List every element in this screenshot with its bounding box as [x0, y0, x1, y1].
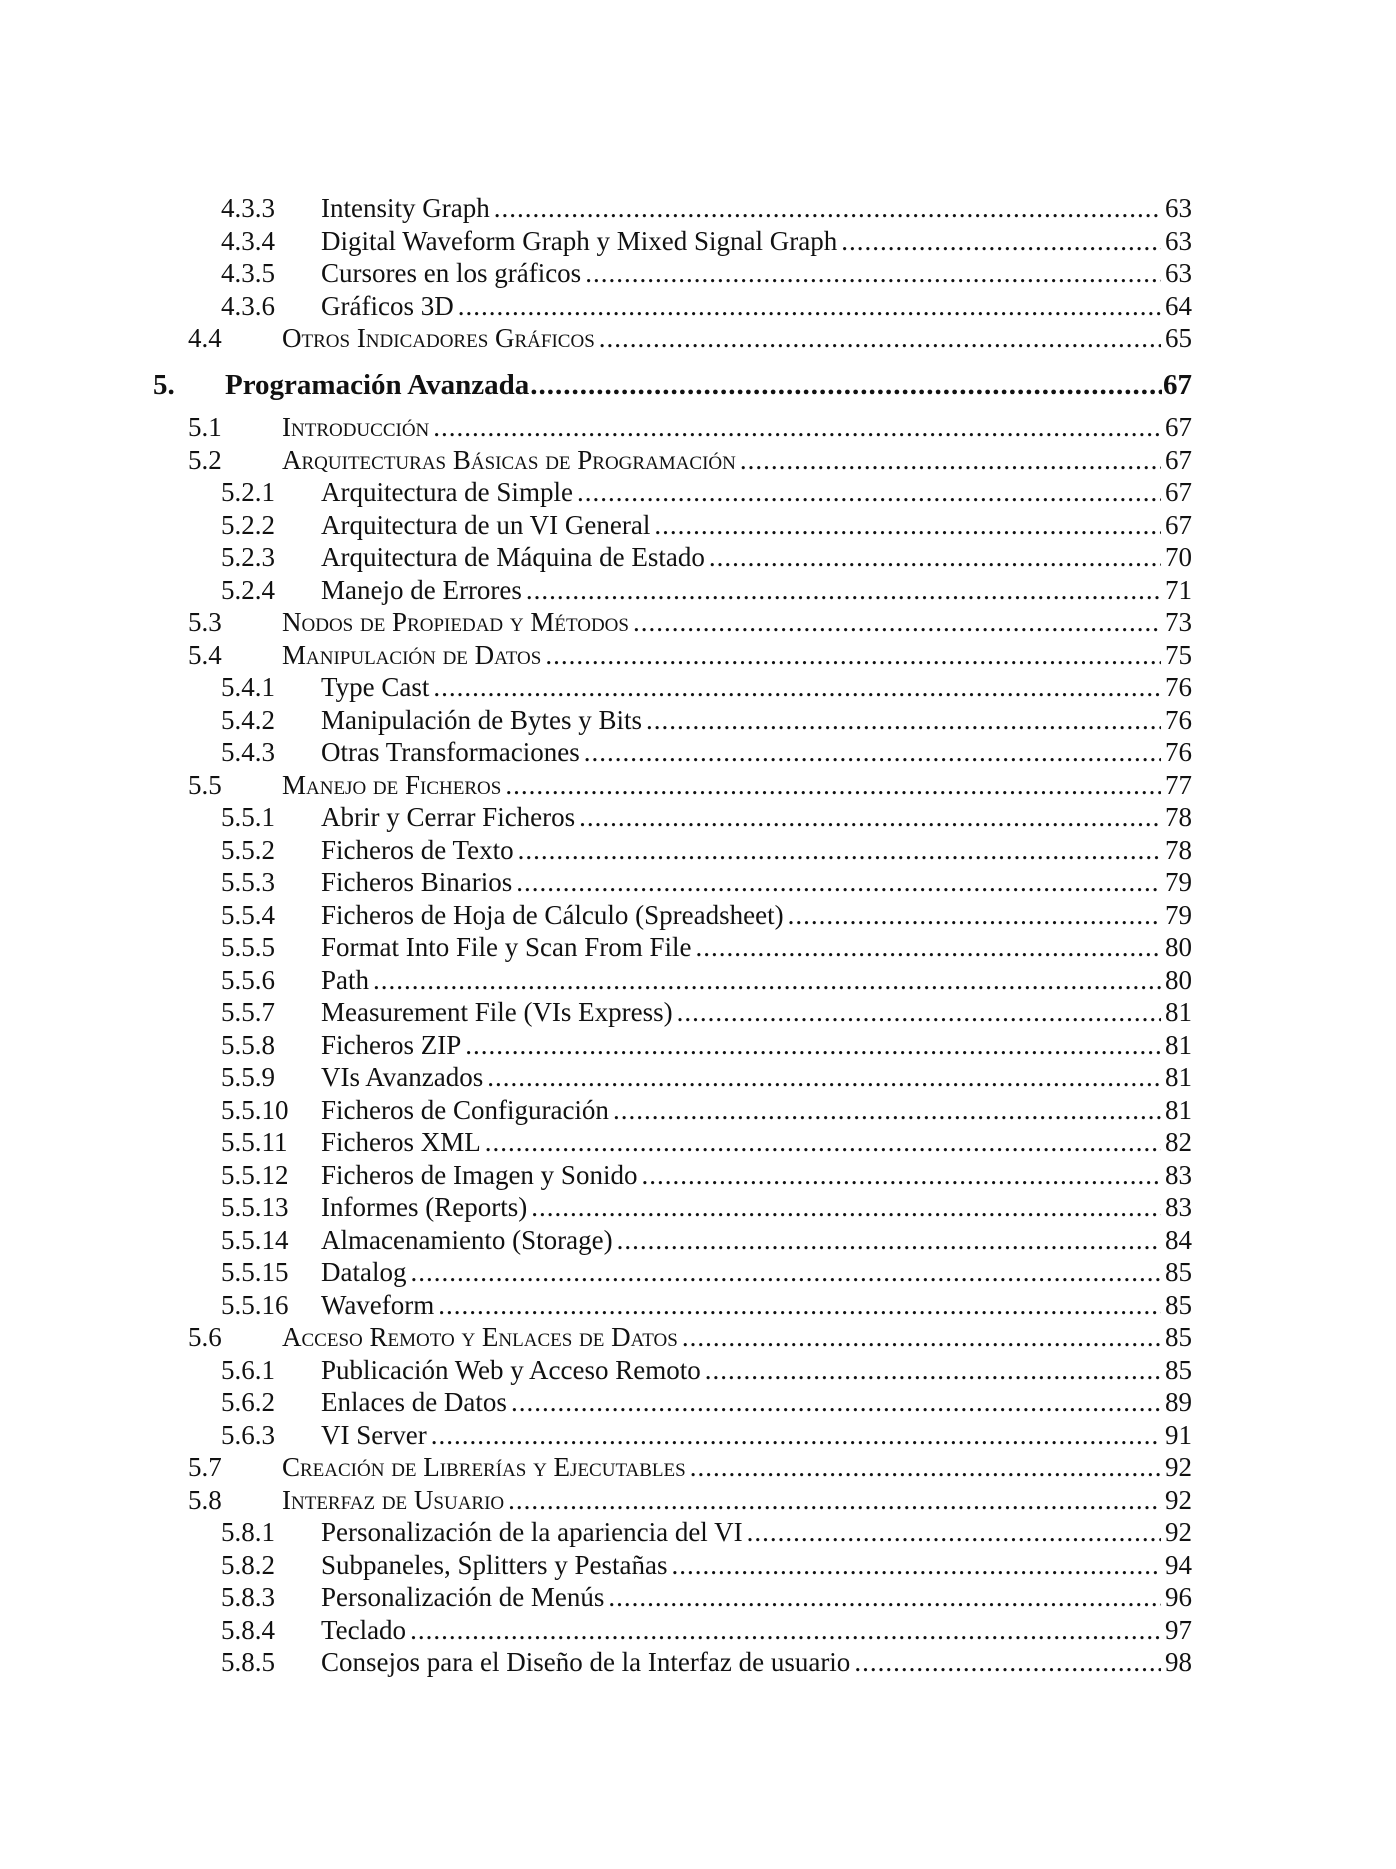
page-number: 98	[1165, 1647, 1192, 1677]
dot-leader	[438, 1290, 1161, 1320]
toc-entry[interactable]	[221, 193, 1192, 225]
section-number: 4.3.4	[221, 225, 275, 256]
section-title: Manejo de Errores	[321, 574, 522, 605]
section-number: 5.5.12	[221, 1159, 289, 1190]
section-number: 5.	[153, 368, 175, 401]
section-number: 5.5.5	[221, 932, 275, 962]
section-title: Interfaz de Usuario	[282, 1484, 505, 1515]
toc-entry[interactable]	[221, 1387, 1192, 1419]
toc-entry[interactable]	[221, 542, 1192, 574]
section-number: 5.4	[188, 639, 222, 670]
section-title: VIs Avanzados	[321, 1062, 484, 1092]
page-number: 92	[1165, 1517, 1192, 1547]
section-title: Enlaces de Datos	[321, 1387, 507, 1417]
page-number: 81	[1165, 997, 1192, 1027]
toc-entry[interactable]	[188, 607, 1192, 639]
page-number: 67	[1165, 477, 1192, 507]
section-number: 5.8.2	[221, 1549, 275, 1580]
section-title: Arquitectura de un VI General	[321, 509, 651, 540]
section-number: 5.1	[188, 412, 222, 442]
dot-leader	[585, 258, 1161, 288]
section-number: 4.3.5	[221, 258, 275, 288]
section-title: Waveform	[321, 1289, 435, 1320]
dot-leader	[494, 193, 1161, 223]
section-title: Abrir y Cerrar Ficheros	[321, 802, 576, 832]
dot-leader	[518, 835, 1161, 865]
section-title: Otros Indicadores Gráficos	[282, 323, 595, 353]
page-number: 85	[1165, 1322, 1192, 1352]
toc-entry[interactable]	[221, 291, 1192, 323]
page-number: 67	[1165, 509, 1192, 540]
toc-entry[interactable]	[221, 965, 1192, 997]
section-number: 5.5	[188, 769, 222, 800]
dot-leader	[709, 542, 1161, 572]
section-title: Consejos para el Diseño de la Interfaz de usuario	[321, 1647, 851, 1677]
section-number: 5.2.3	[221, 542, 275, 572]
section-title: Ficheros de Configuración	[321, 1094, 609, 1125]
section-number: 5.3	[188, 607, 222, 637]
section-number: 5.5.16	[221, 1289, 289, 1320]
toc-entry[interactable]	[188, 412, 1192, 444]
dot-leader	[458, 291, 1161, 321]
section-title: Type Cast	[321, 672, 430, 702]
page-number: 85	[1165, 1354, 1192, 1385]
section-number: 5.5.2	[221, 834, 275, 865]
dot-leader	[613, 1095, 1161, 1125]
page-number: 63	[1165, 258, 1192, 288]
section-number: 5.4.3	[221, 737, 275, 767]
section-title: Intensity Graph	[321, 193, 490, 223]
toc-entry[interactable]	[221, 1030, 1192, 1062]
section-title: Introducción	[282, 412, 430, 442]
page-number: 67	[1165, 412, 1192, 442]
dot-leader	[487, 1062, 1161, 1092]
dot-leader	[516, 867, 1161, 897]
section-number: 5.5.6	[221, 964, 275, 995]
dot-leader	[526, 575, 1161, 605]
section-number: 5.4.2	[221, 704, 275, 735]
dot-leader	[690, 1452, 1161, 1482]
toc-entry[interactable]	[221, 1615, 1192, 1647]
section-number: 5.2.4	[221, 574, 275, 605]
section-number: 5.8.1	[221, 1517, 275, 1547]
dot-leader	[485, 1127, 1161, 1157]
section-number: 5.2	[188, 444, 222, 475]
section-number: 5.5.3	[221, 867, 275, 897]
page-number: 92	[1165, 1484, 1192, 1515]
dot-leader	[747, 1517, 1161, 1547]
toc-entry[interactable]	[221, 672, 1192, 704]
section-title: Digital Waveform Graph y Mixed Signal Graph	[321, 225, 838, 256]
section-title: Teclado	[321, 1614, 407, 1645]
toc-entry[interactable]	[221, 1095, 1192, 1127]
page-number: 85	[1165, 1289, 1192, 1320]
toc-entry[interactable]	[221, 1225, 1192, 1257]
toc-entry[interactable]	[188, 770, 1192, 802]
section-title: Personalización de la apariencia del VI	[321, 1517, 743, 1547]
section-title: Manejo de Ficheros	[282, 769, 502, 800]
page-number: 75	[1165, 639, 1192, 670]
toc-entry[interactable]	[221, 737, 1192, 769]
toc-entry[interactable]	[221, 1582, 1192, 1614]
dot-leader	[854, 1647, 1161, 1677]
section-number: 5.5.9	[221, 1062, 275, 1092]
section-number: 5.5.7	[221, 997, 275, 1027]
section-title: Ficheros ZIP	[321, 1029, 462, 1060]
page-number: 71	[1165, 574, 1192, 605]
section-number: 5.8.4	[221, 1614, 275, 1645]
page-number: 96	[1165, 1582, 1192, 1612]
dot-leader	[682, 1322, 1161, 1352]
section-number: 5.5.1	[221, 802, 275, 832]
section-number: 5.6.1	[221, 1354, 275, 1385]
page-number: 83	[1165, 1159, 1192, 1190]
toc-entry[interactable]	[221, 1257, 1192, 1289]
toc-entry[interactable]	[221, 997, 1192, 1029]
section-title: Subpaneles, Splitters y Pestañas	[321, 1549, 668, 1580]
page-number: 83	[1165, 1192, 1192, 1222]
page-number: 67	[1165, 444, 1192, 475]
dot-leader	[465, 1030, 1161, 1060]
toc-entry[interactable]	[188, 1485, 1192, 1517]
toc-entry[interactable]	[221, 802, 1192, 834]
section-title: Arquitectura de Simple	[321, 477, 573, 507]
dot-leader	[545, 640, 1161, 670]
page-number: 70	[1165, 542, 1192, 572]
dot-leader	[671, 1550, 1161, 1580]
page-number: 80	[1165, 932, 1192, 962]
section-title: VI Server	[321, 1419, 427, 1450]
toc-entry[interactable]	[188, 323, 1192, 355]
dot-leader	[433, 412, 1161, 442]
page-number: 81	[1165, 1029, 1192, 1060]
page-number: 67	[1163, 368, 1192, 401]
dot-leader	[530, 370, 1162, 400]
toc-entry[interactable]	[221, 900, 1192, 932]
toc-entry[interactable]	[221, 1062, 1192, 1094]
section-title: Manipulación de Datos	[282, 639, 542, 670]
toc-entry[interactable]	[221, 510, 1192, 542]
section-number: 5.5.4	[221, 899, 275, 930]
page-number: 84	[1165, 1224, 1192, 1255]
section-title: Ficheros de Texto	[321, 834, 514, 865]
page-number: 97	[1165, 1614, 1192, 1645]
toc-entry[interactable]	[221, 1355, 1192, 1387]
page-number: 82	[1165, 1127, 1192, 1157]
section-title: Measurement File (VIs Express)	[321, 997, 673, 1027]
section-title: Otras Transformaciones	[321, 737, 580, 767]
section-title: Datalog	[321, 1257, 407, 1287]
page-number: 77	[1165, 769, 1192, 800]
dot-leader	[577, 477, 1161, 507]
toc-entry[interactable]	[221, 867, 1192, 899]
page-number: 80	[1165, 964, 1192, 995]
section-title: Arquitectura de Máquina de Estado	[321, 542, 705, 572]
section-title: Ficheros de Imagen y Sonido	[321, 1159, 638, 1190]
dot-leader	[705, 1355, 1161, 1385]
section-number: 5.4.1	[221, 672, 275, 702]
dot-leader	[646, 705, 1161, 735]
section-title: Arquitecturas Básicas de Programación	[282, 444, 736, 475]
section-title: Acceso Remoto y Enlaces de Datos	[282, 1322, 678, 1352]
section-number: 5.5.10	[221, 1094, 289, 1125]
dot-leader	[410, 1257, 1161, 1287]
page-number: 81	[1165, 1094, 1192, 1125]
section-number: 5.5.13	[221, 1192, 289, 1222]
section-title: Nodos de Propiedad y Métodos	[282, 607, 629, 637]
toc-entry[interactable]	[221, 1517, 1192, 1549]
dot-leader	[410, 1615, 1161, 1645]
section-title: Ficheros XML	[321, 1127, 481, 1157]
section-number: 5.6.2	[221, 1387, 275, 1417]
page-number: 63	[1165, 193, 1192, 223]
section-title: Programación Avanzada	[225, 368, 530, 401]
section-title: Gráficos 3D	[321, 290, 454, 321]
section-title: Informes (Reports)	[321, 1192, 528, 1222]
dot-leader	[579, 802, 1161, 832]
toc-entry[interactable]	[188, 1322, 1192, 1354]
dot-leader	[841, 226, 1161, 256]
dot-leader	[617, 1225, 1161, 1255]
section-title: Cursores en los gráficos	[321, 258, 582, 288]
toc-entry[interactable]	[221, 1420, 1192, 1452]
page-number: 91	[1165, 1419, 1192, 1450]
section-number: 5.2.2	[221, 509, 275, 540]
page-number: 85	[1165, 1257, 1192, 1287]
section-number: 5.6.3	[221, 1419, 275, 1450]
section-title: Creación de Librerías y Ejecutables	[282, 1452, 686, 1482]
toc-entry[interactable]	[188, 640, 1192, 672]
section-title: Ficheros de Hoja de Cálculo (Spreadsheet)	[321, 899, 784, 930]
page-number: 78	[1165, 802, 1192, 832]
dot-leader	[508, 1485, 1161, 1515]
toc-chapter[interactable]	[153, 370, 1192, 402]
toc-entry[interactable]	[188, 1452, 1192, 1484]
dot-leader	[584, 737, 1161, 767]
dot-leader	[505, 770, 1161, 800]
page-number: 79	[1165, 867, 1192, 897]
dot-leader	[788, 900, 1161, 930]
page-number: 76	[1165, 737, 1192, 767]
toc-entry[interactable]	[221, 1160, 1192, 1192]
toc-entry[interactable]	[221, 835, 1192, 867]
dot-leader	[641, 1160, 1161, 1190]
dot-leader	[696, 932, 1162, 962]
page-number: 89	[1165, 1387, 1192, 1417]
page-number: 94	[1165, 1549, 1192, 1580]
dot-leader	[433, 672, 1161, 702]
dot-leader	[677, 997, 1161, 1027]
section-title: Manipulación de Bytes y Bits	[321, 704, 642, 735]
toc-entry[interactable]	[221, 932, 1192, 964]
toc-entry[interactable]	[221, 226, 1192, 258]
toc-entry[interactable]	[221, 1290, 1192, 1322]
section-number: 5.8.3	[221, 1582, 275, 1612]
page-number: 73	[1165, 607, 1192, 637]
section-title: Ficheros Binarios	[321, 867, 513, 897]
section-number: 5.5.11	[221, 1127, 288, 1157]
dot-leader	[531, 1192, 1161, 1222]
toc-entry[interactable]	[221, 1647, 1192, 1679]
dot-leader	[608, 1582, 1161, 1612]
toc-entry[interactable]	[221, 705, 1192, 737]
section-number: 4.3.6	[221, 290, 275, 321]
toc-entry[interactable]	[221, 1127, 1192, 1159]
page-number: 76	[1165, 672, 1192, 702]
page-number: 76	[1165, 704, 1192, 735]
section-number: 5.5.14	[221, 1224, 289, 1255]
section-number: 5.8	[188, 1484, 222, 1515]
toc-entry[interactable]	[221, 258, 1192, 290]
toc-entry[interactable]	[221, 1550, 1192, 1582]
dot-leader	[633, 607, 1161, 637]
section-number: 5.5.15	[221, 1257, 289, 1287]
section-title: Almacenamiento (Storage)	[321, 1224, 613, 1255]
toc-entry[interactable]	[221, 1192, 1192, 1224]
section-title: Format Into File y Scan From File	[321, 932, 692, 962]
page-number: 65	[1165, 323, 1192, 353]
dot-leader	[431, 1420, 1161, 1450]
dot-leader	[511, 1387, 1161, 1417]
page-number: 63	[1165, 225, 1192, 256]
dot-leader	[654, 510, 1161, 540]
page-number: 81	[1165, 1062, 1192, 1092]
dot-leader	[373, 965, 1161, 995]
page-number: 64	[1165, 290, 1192, 321]
dot-leader	[740, 445, 1161, 475]
section-number: 4.3.3	[221, 193, 275, 223]
toc-entry[interactable]	[221, 477, 1192, 509]
page-number: 78	[1165, 834, 1192, 865]
section-number: 5.6	[188, 1322, 222, 1352]
dot-leader	[599, 323, 1161, 353]
section-number: 5.2.1	[221, 477, 275, 507]
section-title: Publicación Web y Acceso Remoto	[321, 1354, 701, 1385]
section-number: 5.5.8	[221, 1029, 275, 1060]
toc-entry[interactable]	[188, 445, 1192, 477]
section-number: 4.4	[188, 323, 222, 353]
page-number: 79	[1165, 899, 1192, 930]
toc-entry[interactable]	[221, 575, 1192, 607]
section-title: Path	[321, 964, 370, 995]
section-number: 5.7	[188, 1452, 222, 1482]
section-number: 5.8.5	[221, 1647, 275, 1677]
page-number: 92	[1165, 1452, 1192, 1482]
section-title: Personalización de Menús	[321, 1582, 605, 1612]
